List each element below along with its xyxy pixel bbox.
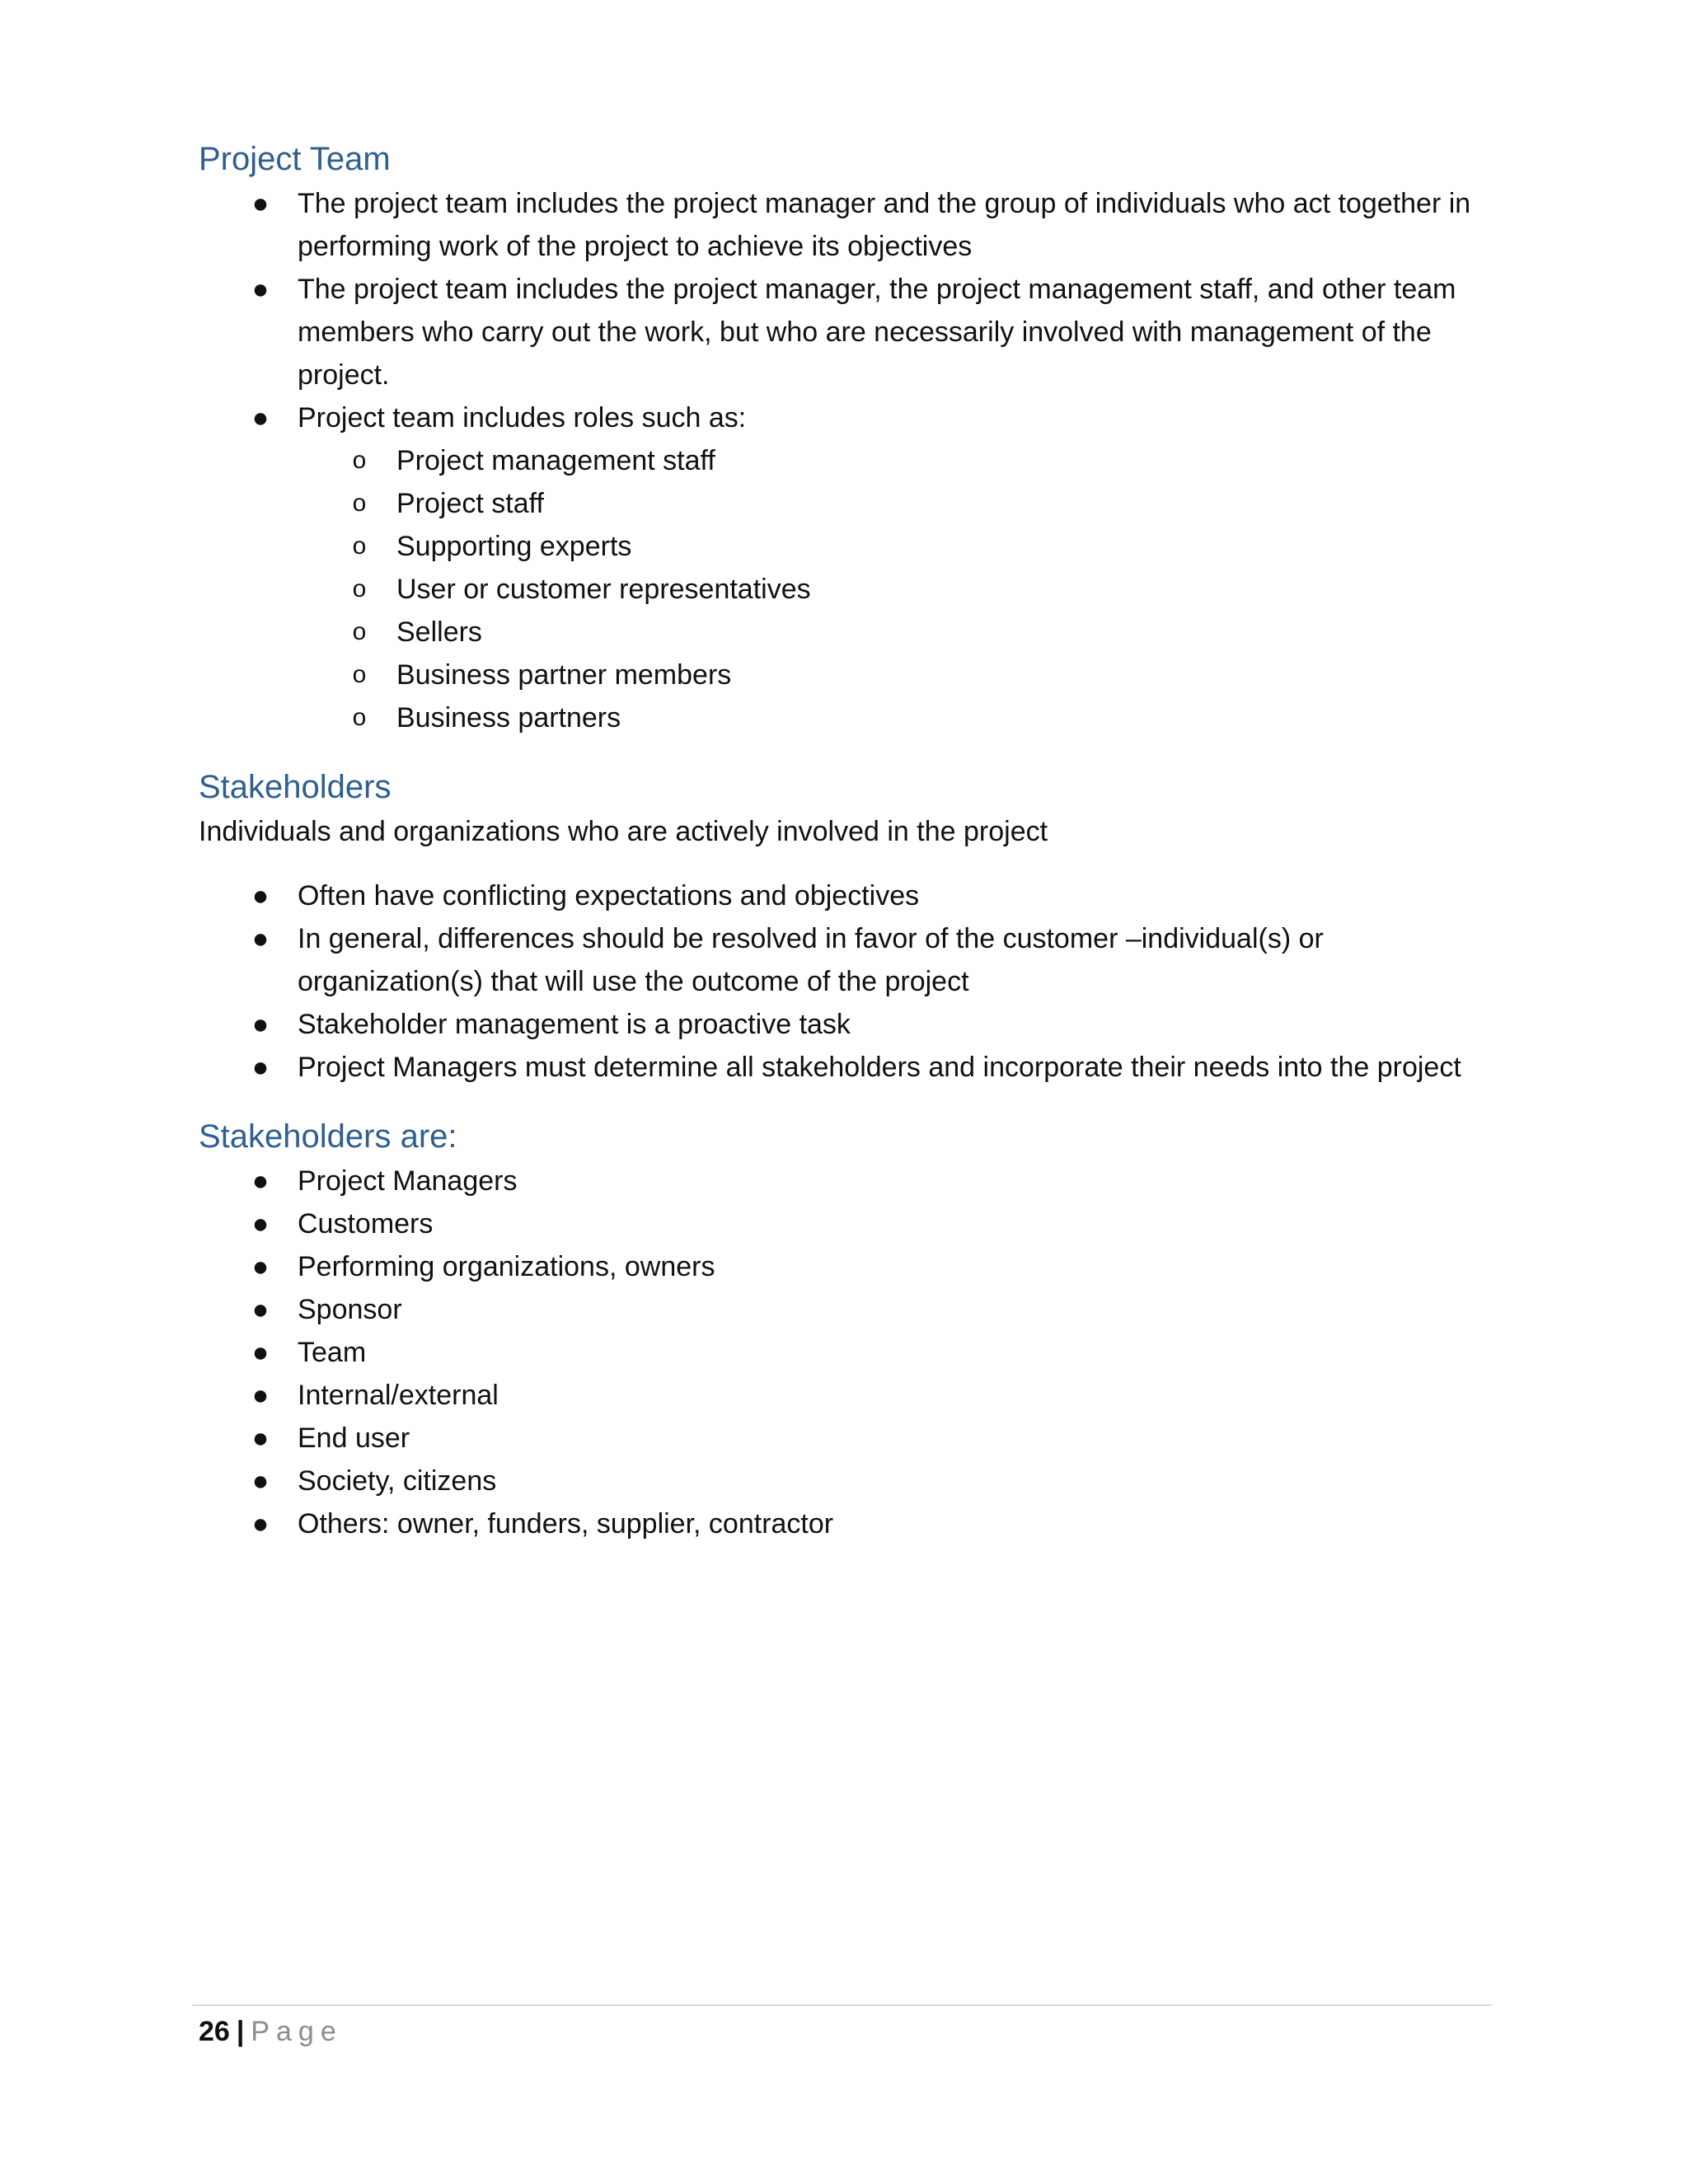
page-label: Page bbox=[251, 2016, 343, 2047]
bullet-icon: ● bbox=[251, 1208, 270, 1240]
project-team-roles-list bbox=[199, 439, 1493, 739]
bullet-icon: ● bbox=[251, 1465, 270, 1497]
bullet-icon: ● bbox=[251, 1052, 270, 1083]
footer-separator: | bbox=[236, 2016, 245, 2047]
list-item: ● Society, citizens bbox=[199, 1460, 1493, 1502]
bullet-icon: ● bbox=[251, 923, 270, 954]
list-item: ● Project Managers must determine all stakeholders and incorporate their needs into the project bbox=[199, 1046, 1493, 1089]
list-item: ● Others: owner, funders, supplier, contractor bbox=[199, 1502, 1493, 1545]
list-item: ● Project Managers bbox=[199, 1160, 1493, 1202]
list-item: o Sellers bbox=[199, 611, 1493, 654]
bullet-icon: ● bbox=[251, 1251, 270, 1282]
hollow-bullet-icon: o bbox=[352, 618, 367, 645]
list-item: ● Sponsor bbox=[199, 1288, 1493, 1331]
heading-project-team: Project Team bbox=[199, 141, 391, 177]
bullet-icon: ● bbox=[251, 1165, 270, 1197]
footer-divider bbox=[192, 2004, 1492, 2006]
bullet-icon: ● bbox=[251, 274, 270, 305]
list-item: o Project staff bbox=[199, 482, 1493, 525]
list-item: ● The project team includes the project manager and the group of individuals who act together in performing work of the project to achieve its objectives bbox=[199, 182, 1493, 268]
list-item: ● Stakeholder management is a proactive task bbox=[199, 1003, 1493, 1046]
hollow-bullet-icon: o bbox=[352, 661, 367, 688]
page-content bbox=[199, 136, 1493, 1545]
list-item: ● Internal/external bbox=[199, 1374, 1493, 1417]
list-item: o User or customer representatives bbox=[199, 568, 1493, 611]
list-item: o Business partner members bbox=[199, 654, 1493, 696]
hollow-bullet-icon: o bbox=[352, 490, 367, 517]
list-item: ● End user bbox=[199, 1417, 1493, 1460]
list-item: ● Performing organizations, owners bbox=[199, 1245, 1493, 1288]
stakeholders-intro: Individuals and organizations who are actively involved in the project bbox=[199, 816, 1048, 847]
list-item: o Supporting experts bbox=[199, 525, 1493, 568]
bullet-icon: ● bbox=[251, 1380, 270, 1411]
project-team-list bbox=[199, 182, 1493, 439]
bullet-icon: ● bbox=[251, 1009, 270, 1040]
page-number: 26 bbox=[199, 2016, 230, 2047]
hollow-bullet-icon: o bbox=[352, 575, 367, 602]
list-item: ● Team bbox=[199, 1331, 1493, 1374]
hollow-bullet-icon: o bbox=[352, 704, 367, 731]
list-item: o Project management staff bbox=[199, 439, 1493, 482]
hollow-bullet-icon: o bbox=[352, 447, 367, 474]
bullet-icon: ● bbox=[251, 1508, 270, 1540]
list-item: ● The project team includes the project manager, the project management staff, and other team members who carry out the work, but who are necessarily involved with management of the project. bbox=[199, 268, 1493, 396]
bullet-icon: ● bbox=[251, 1422, 270, 1454]
bullet-icon: ● bbox=[251, 188, 270, 219]
bullet-icon: ● bbox=[251, 880, 270, 912]
list-item: ● In general, differences should be resolved in favor of the customer –individual(s) or organization(s) that will use the outcome of the project bbox=[199, 917, 1493, 1003]
list-item: ● Often have conflicting expectations and objectives bbox=[199, 874, 1493, 917]
stakeholders-are-list bbox=[199, 1160, 1493, 1545]
bullet-icon: ● bbox=[251, 402, 270, 434]
heading-stakeholders-are: Stakeholders are: bbox=[199, 1118, 457, 1155]
bullet-icon: ● bbox=[251, 1337, 270, 1368]
list-item: ● Project team includes roles such as: bbox=[199, 396, 1493, 439]
heading-stakeholders: Stakeholders bbox=[199, 769, 392, 805]
stakeholders-list bbox=[199, 874, 1493, 1089]
list-item: ● Customers bbox=[199, 1202, 1493, 1245]
page-footer bbox=[199, 2011, 343, 2052]
bullet-icon: ● bbox=[251, 1294, 270, 1325]
hollow-bullet-icon: o bbox=[352, 532, 367, 560]
list-item: o Business partners bbox=[199, 696, 1493, 739]
